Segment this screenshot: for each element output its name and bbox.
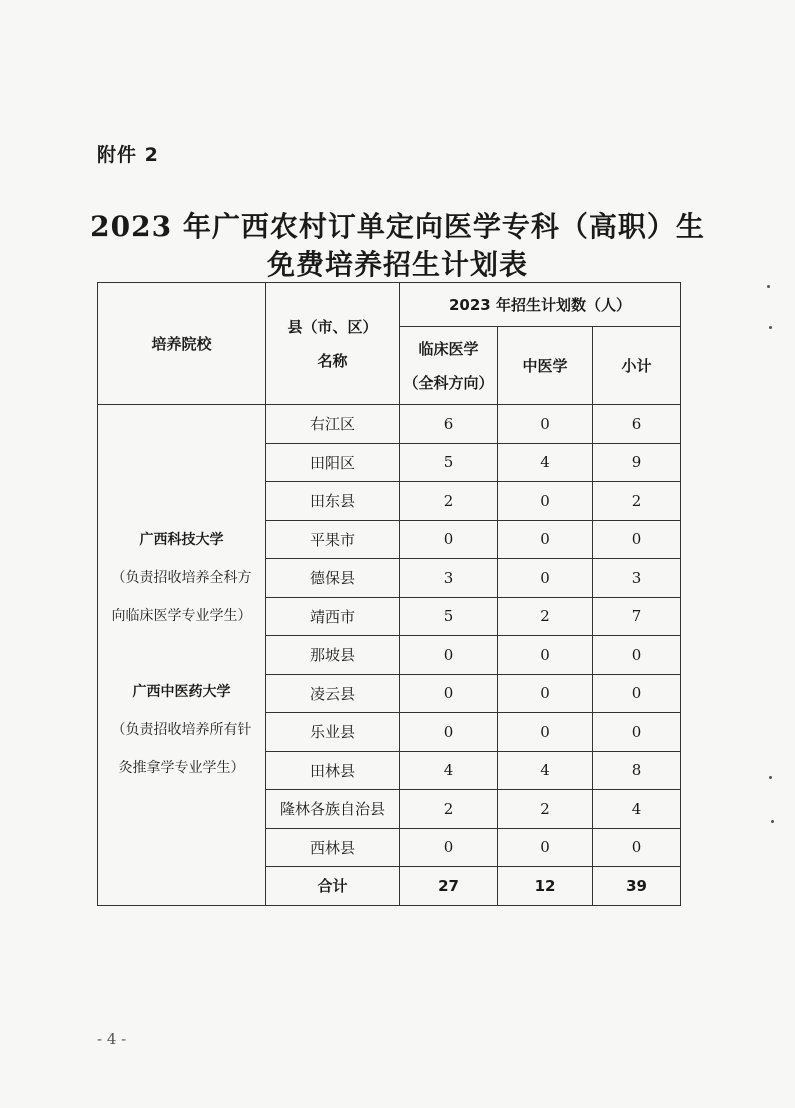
total-clinical: 27 [400, 867, 498, 906]
header-clinical-line-1: 临床医学 [418, 339, 479, 358]
county-name: 靖西市 [266, 597, 400, 636]
clinical-count: 2 [400, 482, 498, 521]
header-county-line-2: 名称 [317, 351, 348, 370]
clinical-count: 0 [400, 828, 498, 867]
scan-speck [767, 285, 770, 288]
page-number: - 4 - [97, 1030, 127, 1048]
county-name: 右江区 [266, 405, 400, 444]
clinical-count: 0 [400, 520, 498, 559]
school-note: （负责招收培养所有针 [111, 722, 252, 738]
county-name: 平果市 [266, 520, 400, 559]
tcm-count: 0 [498, 828, 593, 867]
county-name: 西林县 [266, 828, 400, 867]
subtotal-count: 0 [593, 713, 681, 752]
clinical-count: 0 [400, 713, 498, 752]
header-tcm: 中医学 [498, 327, 593, 405]
document-title-line-2: 免费培养招生计划表 [266, 248, 528, 281]
county-name: 隆林各族自治县 [266, 790, 400, 829]
clinical-count: 6 [400, 405, 498, 444]
header-row-1 [98, 283, 681, 327]
school-note: （负责招收培养全科方 [111, 570, 252, 586]
school-name-guangxi-zhongyiyao: 广西中医药大学 [132, 684, 231, 700]
county-name: 乐业县 [266, 713, 400, 752]
clinical-count: 0 [400, 636, 498, 675]
scan-speck [769, 776, 772, 779]
subtotal-count: 9 [593, 443, 681, 482]
clinical-count: 0 [400, 674, 498, 713]
subtotal-count: 0 [593, 674, 681, 713]
subtotal-count: 0 [593, 520, 681, 559]
tcm-count: 0 [498, 636, 593, 675]
enrollment-plan-table [97, 282, 681, 906]
tcm-count: 4 [498, 751, 593, 790]
tcm-count: 0 [498, 520, 593, 559]
header-subtotal: 小计 [593, 327, 681, 405]
subtotal-count: 2 [593, 482, 681, 521]
tcm-count: 2 [498, 597, 593, 636]
subtotal-count: 3 [593, 559, 681, 598]
total-tcm: 12 [498, 867, 593, 906]
tcm-count: 0 [498, 713, 593, 752]
county-name: 凌云县 [266, 674, 400, 713]
clinical-count: 2 [400, 790, 498, 829]
tcm-count: 0 [498, 674, 593, 713]
header-school: 培养院校 [98, 283, 266, 405]
subtotal-count: 0 [593, 636, 681, 675]
county-name: 田东县 [266, 482, 400, 521]
county-name: 德保县 [266, 559, 400, 598]
scan-speck [771, 820, 774, 823]
school-cell [98, 405, 266, 906]
tcm-count: 4 [498, 443, 593, 482]
school-note: 向临床医学专业学生） [111, 608, 252, 624]
header-clinical [400, 327, 498, 405]
header-county [266, 283, 400, 405]
subtotal-count: 8 [593, 751, 681, 790]
table-row [98, 405, 681, 444]
tcm-count: 0 [498, 482, 593, 521]
header-county-line-1: 县（市、区） [287, 317, 378, 336]
document-title-line-1: 2023 年广西农村订单定向医学专科（高职）生 [90, 210, 705, 243]
tcm-count: 0 [498, 405, 593, 444]
clinical-count: 5 [400, 443, 498, 482]
school-note: 灸推拿学专业学生） [118, 760, 245, 776]
clinical-count: 3 [400, 559, 498, 598]
attachment-label: 附件 2 [97, 144, 159, 166]
school-name-guangxi-keji: 广西科技大学 [139, 532, 224, 548]
total-label: 合计 [266, 867, 400, 906]
subtotal-count: 7 [593, 597, 681, 636]
tcm-count: 2 [498, 790, 593, 829]
total-subtotal: 39 [593, 867, 681, 906]
county-name: 那坡县 [266, 636, 400, 675]
header-clinical-line-2: （全科方向） [403, 373, 494, 392]
clinical-count: 4 [400, 751, 498, 790]
subtotal-count: 0 [593, 828, 681, 867]
subtotal-count: 4 [593, 790, 681, 829]
subtotal-count: 6 [593, 405, 681, 444]
scan-speck [769, 326, 772, 329]
school-list [98, 405, 265, 787]
county-name: 田林县 [266, 751, 400, 790]
header-plan-group: 2023 年招生计划数（人） [400, 283, 681, 327]
clinical-count: 5 [400, 597, 498, 636]
tcm-count: 0 [498, 559, 593, 598]
county-name: 田阳区 [266, 443, 400, 482]
